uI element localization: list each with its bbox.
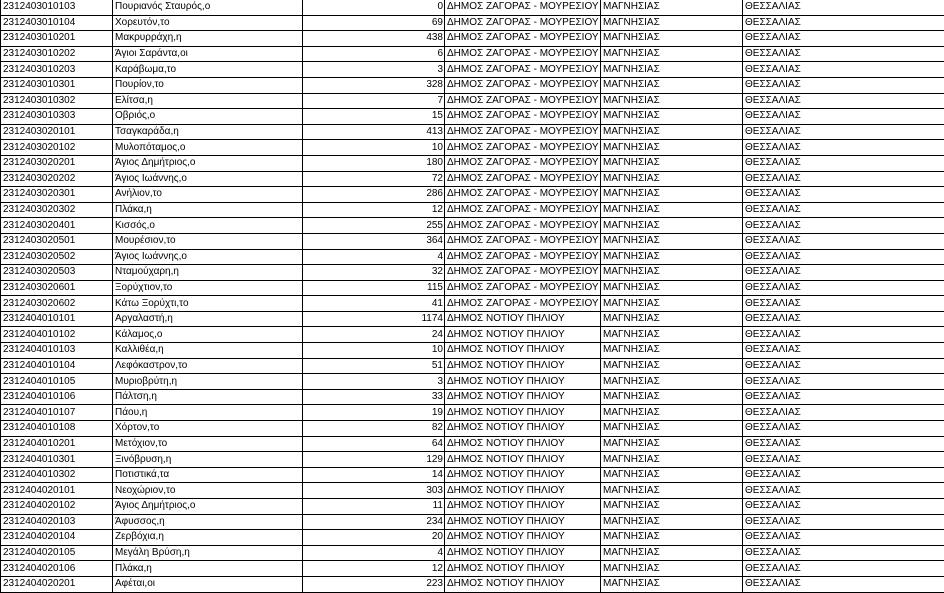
cell-population[interactable]: 11 xyxy=(303,499,445,515)
cell-code[interactable]: 2312403020101 xyxy=(1,124,113,140)
cell-prefecture[interactable]: ΜΑΓΝΗΣΙΑΣ xyxy=(601,202,743,218)
cell-region[interactable]: ΘΕΣΣΑΛΙΑΣ xyxy=(743,249,944,265)
cell-population[interactable]: 4 xyxy=(303,249,445,265)
cell-name[interactable]: Άφυσσος,η xyxy=(113,514,303,530)
cell-municipality[interactable]: ΔΗΜΟΣ ΝΟΤΙΟΥ ΠΗΛΙΟΥ xyxy=(445,545,601,561)
cell-region[interactable]: ΘΕΣΣΑΛΙΑΣ xyxy=(743,405,944,421)
cell-prefecture[interactable]: ΜΑΓΝΗΣΙΑΣ xyxy=(601,280,743,296)
cell-region[interactable]: ΘΕΣΣΑΛΙΑΣ xyxy=(743,187,944,203)
cell-municipality[interactable]: ΔΗΜΟΣ ΝΟΤΙΟΥ ΠΗΛΙΟΥ xyxy=(445,561,601,577)
cell-code[interactable]: 2312403010104 xyxy=(1,15,113,31)
cell-prefecture[interactable]: ΜΑΓΝΗΣΙΑΣ xyxy=(601,31,743,47)
cell-code[interactable]: 2312403010202 xyxy=(1,46,113,62)
cell-region[interactable]: ΘΕΣΣΑΛΙΑΣ xyxy=(743,280,944,296)
cell-region[interactable]: ΘΕΣΣΑΛΙΑΣ xyxy=(743,545,944,561)
cell-code[interactable]: 2312404010108 xyxy=(1,421,113,437)
cell-name[interactable]: Ξινόβρυση,η xyxy=(113,452,303,468)
cell-population[interactable]: 19 xyxy=(303,405,445,421)
table-row xyxy=(1,0,944,15)
cell-name[interactable]: Μουρέσιον,το xyxy=(113,233,303,249)
cell-code[interactable]: 2312404010102 xyxy=(1,327,113,343)
cell-prefecture[interactable]: ΜΑΓΝΗΣΙΑΣ xyxy=(601,389,743,405)
cell-population[interactable]: 0 xyxy=(303,0,445,15)
cell-name[interactable]: Νεοχώριον,το xyxy=(113,483,303,499)
cell-population[interactable]: 12 xyxy=(303,202,445,218)
cell-population[interactable]: 180 xyxy=(303,155,445,171)
cell-name[interactable]: Οβριός,ο xyxy=(113,109,303,125)
cell-code[interactable]: 2312403010303 xyxy=(1,109,113,125)
cell-code[interactable]: 2312403010203 xyxy=(1,62,113,78)
cell-prefecture[interactable]: ΜΑΓΝΗΣΙΑΣ xyxy=(601,483,743,499)
table-row xyxy=(1,561,944,577)
cell-municipality[interactable]: ΔΗΜΟΣ ΖΑΓΟΡΑΣ - ΜΟΥΡΕΣΙΟΥ xyxy=(445,296,601,312)
cell-name[interactable]: Μυριοβρύτη,η xyxy=(113,374,303,390)
table-row xyxy=(1,93,944,109)
table-row xyxy=(1,31,944,47)
cell-code[interactable]: 2312404020103 xyxy=(1,514,113,530)
cell-code[interactable]: 2312404010103 xyxy=(1,343,113,359)
cell-code[interactable]: 2312403020401 xyxy=(1,218,113,234)
cell-municipality[interactable]: ΔΗΜΟΣ ΖΑΓΟΡΑΣ - ΜΟΥΡΕΣΙΟΥ xyxy=(445,124,601,140)
cell-municipality[interactable]: ΔΗΜΟΣ ΝΟΤΙΟΥ ΠΗΛΙΟΥ xyxy=(445,374,601,390)
cell-name[interactable]: Πουριανός Σταυρός,ο xyxy=(113,0,303,15)
cell-population[interactable]: 32 xyxy=(303,265,445,281)
cell-population[interactable]: 6 xyxy=(303,46,445,62)
cell-code[interactable]: 2312404010104 xyxy=(1,358,113,374)
cell-municipality[interactable]: ΔΗΜΟΣ ΖΑΓΟΡΑΣ - ΜΟΥΡΕΣΙΟΥ xyxy=(445,202,601,218)
table-row xyxy=(1,249,944,265)
cell-region[interactable]: ΘΕΣΣΑΛΙΑΣ xyxy=(743,467,944,483)
cell-region[interactable]: ΘΕΣΣΑΛΙΑΣ xyxy=(743,140,944,156)
cell-prefecture[interactable]: ΜΑΓΝΗΣΙΑΣ xyxy=(601,530,743,546)
cell-municipality[interactable]: ΔΗΜΟΣ ΖΑΓΟΡΑΣ - ΜΟΥΡΕΣΙΟΥ xyxy=(445,218,601,234)
cell-population[interactable]: 10 xyxy=(303,343,445,359)
cell-municipality[interactable]: ΔΗΜΟΣ ΖΑΓΟΡΑΣ - ΜΟΥΡΕΣΙΟΥ xyxy=(445,15,601,31)
cell-region[interactable]: ΘΕΣΣΑΛΙΑΣ xyxy=(743,389,944,405)
cell-population[interactable]: 20 xyxy=(303,530,445,546)
cell-prefecture[interactable]: ΜΑΓΝΗΣΙΑΣ xyxy=(601,93,743,109)
cell-name[interactable]: Μακρυρράχη,η xyxy=(113,31,303,47)
cell-population[interactable]: 72 xyxy=(303,171,445,187)
cell-region[interactable]: ΘΕΣΣΑΛΙΑΣ xyxy=(743,62,944,78)
table-row xyxy=(1,421,944,437)
table-row xyxy=(1,140,944,156)
table-row xyxy=(1,15,944,31)
cell-code[interactable]: 2312403020502 xyxy=(1,249,113,265)
cell-code[interactable]: 2312404010105 xyxy=(1,374,113,390)
table-row xyxy=(1,389,944,405)
cell-prefecture[interactable]: ΜΑΓΝΗΣΙΑΣ xyxy=(601,265,743,281)
cell-region[interactable]: ΘΕΣΣΑΛΙΑΣ xyxy=(743,561,944,577)
cell-code[interactable]: 2312403020102 xyxy=(1,140,113,156)
cell-population[interactable]: 438 xyxy=(303,31,445,47)
cell-region[interactable]: ΘΕΣΣΑΛΙΑΣ xyxy=(743,311,944,327)
cell-code[interactable]: 2312404010201 xyxy=(1,436,113,452)
table-row xyxy=(1,327,944,343)
cell-prefecture[interactable]: ΜΑΓΝΗΣΙΑΣ xyxy=(601,327,743,343)
cell-region[interactable]: ΘΕΣΣΑΛΙΑΣ xyxy=(743,124,944,140)
cell-population[interactable]: 82 xyxy=(303,421,445,437)
cell-prefecture[interactable]: ΜΑΓΝΗΣΙΑΣ xyxy=(601,140,743,156)
table-row xyxy=(1,62,944,78)
cell-prefecture[interactable]: ΜΑΓΝΗΣΙΑΣ xyxy=(601,109,743,125)
cell-prefecture[interactable]: ΜΑΓΝΗΣΙΑΣ xyxy=(601,576,743,592)
cell-code[interactable]: 2312404020101 xyxy=(1,483,113,499)
cell-name[interactable]: Ζερβόχια,η xyxy=(113,530,303,546)
table-row xyxy=(1,109,944,125)
cell-region[interactable]: ΘΕΣΣΑΛΙΑΣ xyxy=(743,46,944,62)
cell-municipality[interactable]: ΔΗΜΟΣ ΖΑΓΟΡΑΣ - ΜΟΥΡΕΣΙΟΥ xyxy=(445,187,601,203)
cell-code[interactable]: 2312403020202 xyxy=(1,171,113,187)
cell-code[interactable]: 2312403020503 xyxy=(1,265,113,281)
cell-prefecture[interactable]: ΜΑΓΝΗΣΙΑΣ xyxy=(601,499,743,515)
cell-prefecture[interactable]: ΜΑΓΝΗΣΙΑΣ xyxy=(601,155,743,171)
cell-population[interactable]: 69 xyxy=(303,15,445,31)
cell-municipality[interactable]: ΔΗΜΟΣ ΝΟΤΙΟΥ ΠΗΛΙΟΥ xyxy=(445,530,601,546)
cell-region[interactable]: ΘΕΣΣΑΛΙΑΣ xyxy=(743,499,944,515)
cell-name[interactable]: Ποτιστικά,τα xyxy=(113,467,303,483)
cell-population[interactable]: 303 xyxy=(303,483,445,499)
cell-name[interactable]: Ελίτσα,η xyxy=(113,93,303,109)
cell-municipality[interactable]: ΔΗΜΟΣ ΝΟΤΙΟΥ ΠΗΛΙΟΥ xyxy=(445,576,601,592)
cell-population[interactable]: 1174 xyxy=(303,311,445,327)
table-row xyxy=(1,233,944,249)
table-row xyxy=(1,155,944,171)
cell-region[interactable]: ΘΕΣΣΑΛΙΑΣ xyxy=(743,109,944,125)
cell-name[interactable]: Νταμούχαρη,η xyxy=(113,265,303,281)
cell-prefecture[interactable]: ΜΑΓΝΗΣΙΑΣ xyxy=(601,405,743,421)
cell-code[interactable]: 2312404010302 xyxy=(1,467,113,483)
cell-prefecture[interactable]: ΜΑΓΝΗΣΙΑΣ xyxy=(601,233,743,249)
cell-municipality[interactable]: ΔΗΜΟΣ ΖΑΓΟΡΑΣ - ΜΟΥΡΕΣΙΟΥ xyxy=(445,62,601,78)
cell-region[interactable]: ΘΕΣΣΑΛΙΑΣ xyxy=(743,265,944,281)
cell-population[interactable]: 10 xyxy=(303,140,445,156)
cell-prefecture[interactable]: ΜΑΓΝΗΣΙΑΣ xyxy=(601,514,743,530)
cell-prefecture[interactable]: ΜΑΓΝΗΣΙΑΣ xyxy=(601,218,743,234)
cell-population[interactable]: 33 xyxy=(303,389,445,405)
cell-municipality[interactable]: ΔΗΜΟΣ ΝΟΤΙΟΥ ΠΗΛΙΟΥ xyxy=(445,514,601,530)
cell-region[interactable]: ΘΕΣΣΑΛΙΑΣ xyxy=(743,171,944,187)
cell-region[interactable]: ΘΕΣΣΑΛΙΑΣ xyxy=(743,327,944,343)
cell-prefecture[interactable]: ΜΑΓΝΗΣΙΑΣ xyxy=(601,124,743,140)
cell-code[interactable]: 2312404020102 xyxy=(1,499,113,515)
cell-code[interactable]: 2312403010301 xyxy=(1,77,113,93)
cell-municipality[interactable]: ΔΗΜΟΣ ΖΑΓΟΡΑΣ - ΜΟΥΡΕΣΙΟΥ xyxy=(445,93,601,109)
cell-name[interactable]: Πλάκα,η xyxy=(113,561,303,577)
cell-region[interactable]: ΘΕΣΣΑΛΙΑΣ xyxy=(743,155,944,171)
table-row xyxy=(1,545,944,561)
cell-region[interactable]: ΘΕΣΣΑΛΙΑΣ xyxy=(743,452,944,468)
cell-prefecture[interactable]: ΜΑΓΝΗΣΙΑΣ xyxy=(601,77,743,93)
cell-region[interactable]: ΘΕΣΣΑΛΙΑΣ xyxy=(743,358,944,374)
table-row xyxy=(1,46,944,62)
cell-name[interactable]: Μετόχιον,το xyxy=(113,436,303,452)
cell-municipality[interactable]: ΔΗΜΟΣ ΝΟΤΙΟΥ ΠΗΛΙΟΥ xyxy=(445,343,601,359)
cell-region[interactable]: ΘΕΣΣΑΛΙΑΣ xyxy=(743,93,944,109)
cell-name[interactable]: Κάτω Ξορύχτι,το xyxy=(113,296,303,312)
cell-population[interactable]: 15 xyxy=(303,109,445,125)
cell-population[interactable]: 24 xyxy=(303,327,445,343)
cell-name[interactable]: Πουρίον,το xyxy=(113,77,303,93)
cell-region[interactable]: ΘΕΣΣΑΛΙΑΣ xyxy=(743,576,944,592)
cell-name[interactable]: Ξορύχτιον,το xyxy=(113,280,303,296)
cell-region[interactable]: ΘΕΣΣΑΛΙΑΣ xyxy=(743,218,944,234)
cell-name[interactable]: Κάλαμος,ο xyxy=(113,327,303,343)
cell-name[interactable]: Άγιος Ιωάννης,ο xyxy=(113,249,303,265)
cell-name[interactable]: Καλλιθέα,η xyxy=(113,343,303,359)
cell-code[interactable]: 2312403020501 xyxy=(1,233,113,249)
cell-population[interactable]: 41 xyxy=(303,296,445,312)
cell-prefecture[interactable]: ΜΑΓΝΗΣΙΑΣ xyxy=(601,0,743,15)
cell-code[interactable]: 2312404020105 xyxy=(1,545,113,561)
cell-name[interactable]: Πάλτση,η xyxy=(113,389,303,405)
cell-municipality[interactable]: ΔΗΜΟΣ ΖΑΓΟΡΑΣ - ΜΟΥΡΕΣΙΟΥ xyxy=(445,0,601,15)
cell-code[interactable]: 2312403010201 xyxy=(1,31,113,47)
cell-prefecture[interactable]: ΜΑΓΝΗΣΙΑΣ xyxy=(601,46,743,62)
cell-municipality[interactable]: ΔΗΜΟΣ ΖΑΓΟΡΑΣ - ΜΟΥΡΕΣΙΟΥ xyxy=(445,249,601,265)
table-row xyxy=(1,514,944,530)
table-row xyxy=(1,405,944,421)
cell-prefecture[interactable]: ΜΑΓΝΗΣΙΑΣ xyxy=(601,296,743,312)
cell-region[interactable]: ΘΕΣΣΑΛΙΑΣ xyxy=(743,233,944,249)
cell-region[interactable]: ΘΕΣΣΑΛΙΑΣ xyxy=(743,202,944,218)
table-row xyxy=(1,436,944,452)
table-row xyxy=(1,171,944,187)
cell-region[interactable]: ΘΕΣΣΑΛΙΑΣ xyxy=(743,530,944,546)
cell-municipality[interactable]: ΔΗΜΟΣ ΝΟΤΙΟΥ ΠΗΛΙΟΥ xyxy=(445,327,601,343)
cell-name[interactable]: Άγιος Δημήτριος,ο xyxy=(113,499,303,515)
cell-prefecture[interactable]: ΜΑΓΝΗΣΙΑΣ xyxy=(601,187,743,203)
cell-population[interactable]: 115 xyxy=(303,280,445,296)
cell-code[interactable]: 2312404020201 xyxy=(1,576,113,592)
cell-municipality[interactable]: ΔΗΜΟΣ ΝΟΤΙΟΥ ΠΗΛΙΟΥ xyxy=(445,405,601,421)
cell-municipality[interactable]: ΔΗΜΟΣ ΝΟΤΙΟΥ ΠΗΛΙΟΥ xyxy=(445,499,601,515)
cell-municipality[interactable]: ΔΗΜΟΣ ΖΑΓΟΡΑΣ - ΜΟΥΡΕΣΙΟΥ xyxy=(445,77,601,93)
cell-code[interactable]: 2312404010301 xyxy=(1,452,113,468)
cell-code[interactable]: 2312403020301 xyxy=(1,187,113,203)
cell-code[interactable]: 2312403020201 xyxy=(1,155,113,171)
cell-population[interactable]: 286 xyxy=(303,187,445,203)
cell-name[interactable]: Πάου,η xyxy=(113,405,303,421)
cell-prefecture[interactable]: ΜΑΓΝΗΣΙΑΣ xyxy=(601,452,743,468)
table-row xyxy=(1,202,944,218)
cell-municipality[interactable]: ΔΗΜΟΣ ΝΟΤΙΟΥ ΠΗΛΙΟΥ xyxy=(445,311,601,327)
cell-population[interactable]: 4 xyxy=(303,545,445,561)
cell-municipality[interactable]: ΔΗΜΟΣ ΖΑΓΟΡΑΣ - ΜΟΥΡΕΣΙΟΥ xyxy=(445,280,601,296)
cell-population[interactable]: 14 xyxy=(303,467,445,483)
cell-prefecture[interactable]: ΜΑΓΝΗΣΙΑΣ xyxy=(601,545,743,561)
table-row xyxy=(1,265,944,281)
cell-region[interactable]: ΘΕΣΣΑΛΙΑΣ xyxy=(743,421,944,437)
cell-population[interactable]: 328 xyxy=(303,77,445,93)
cell-population[interactable]: 413 xyxy=(303,124,445,140)
table-row xyxy=(1,483,944,499)
cell-region[interactable]: ΘΕΣΣΑΛΙΑΣ xyxy=(743,483,944,499)
cell-prefecture[interactable]: ΜΑΓΝΗΣΙΑΣ xyxy=(601,15,743,31)
cell-name[interactable]: Αργαλαστή,η xyxy=(113,311,303,327)
table-row xyxy=(1,187,944,203)
cell-code[interactable]: 2312404010101 xyxy=(1,311,113,327)
cell-name[interactable]: Χορευτόν,το xyxy=(113,15,303,31)
cell-population[interactable]: 7 xyxy=(303,93,445,109)
table-row xyxy=(1,296,944,312)
cell-municipality[interactable]: ΔΗΜΟΣ ΝΟΤΙΟΥ ΠΗΛΙΟΥ xyxy=(445,467,601,483)
cell-population[interactable]: 51 xyxy=(303,358,445,374)
cell-prefecture[interactable]: ΜΑΓΝΗΣΙΑΣ xyxy=(601,561,743,577)
cell-population[interactable]: 223 xyxy=(303,576,445,592)
table-row xyxy=(1,358,944,374)
cell-region[interactable]: ΘΕΣΣΑΛΙΑΣ xyxy=(743,0,944,15)
table-row xyxy=(1,343,944,359)
cell-municipality[interactable]: ΔΗΜΟΣ ΝΟΤΙΟΥ ΠΗΛΙΟΥ xyxy=(445,389,601,405)
cell-region[interactable]: ΘΕΣΣΑΛΙΑΣ xyxy=(743,343,944,359)
cell-code[interactable]: 2312404010107 xyxy=(1,405,113,421)
cell-name[interactable]: Μυλοπόταμος,ο xyxy=(113,140,303,156)
cell-municipality[interactable]: ΔΗΜΟΣ ΖΑΓΟΡΑΣ - ΜΟΥΡΕΣΙΟΥ xyxy=(445,46,601,62)
cell-population[interactable]: 64 xyxy=(303,436,445,452)
cell-prefecture[interactable]: ΜΑΓΝΗΣΙΑΣ xyxy=(601,421,743,437)
cell-prefecture[interactable]: ΜΑΓΝΗΣΙΑΣ xyxy=(601,62,743,78)
table-row xyxy=(1,467,944,483)
cell-prefecture[interactable]: ΜΑΓΝΗΣΙΑΣ xyxy=(601,249,743,265)
table-row xyxy=(1,124,944,140)
cell-municipality[interactable]: ΔΗΜΟΣ ΖΑΓΟΡΑΣ - ΜΟΥΡΕΣΙΟΥ xyxy=(445,31,601,47)
cell-code[interactable]: 2312403010103 xyxy=(1,0,113,15)
cell-name[interactable]: Ανήλιον,το xyxy=(113,187,303,203)
table-row xyxy=(1,576,944,592)
cell-prefecture[interactable]: ΜΑΓΝΗΣΙΑΣ xyxy=(601,467,743,483)
cell-region[interactable]: ΘΕΣΣΑΛΙΑΣ xyxy=(743,374,944,390)
cell-region[interactable]: ΘΕΣΣΑΛΙΑΣ xyxy=(743,31,944,47)
cell-municipality[interactable]: ΔΗΜΟΣ ΖΑΓΟΡΑΣ - ΜΟΥΡΕΣΙΟΥ xyxy=(445,233,601,249)
cell-name[interactable]: Χόρτον,το xyxy=(113,421,303,437)
cell-municipality[interactable]: ΔΗΜΟΣ ΖΑΓΟΡΑΣ - ΜΟΥΡΕΣΙΟΥ xyxy=(445,140,601,156)
cell-population[interactable]: 234 xyxy=(303,514,445,530)
cell-name[interactable]: Μεγάλη Βρύση,η xyxy=(113,545,303,561)
cell-region[interactable]: ΘΕΣΣΑΛΙΑΣ xyxy=(743,15,944,31)
cell-population[interactable]: 129 xyxy=(303,452,445,468)
cell-municipality[interactable]: ΔΗΜΟΣ ΝΟΤΙΟΥ ΠΗΛΙΟΥ xyxy=(445,483,601,499)
cell-name[interactable]: Τσαγκαράδα,η xyxy=(113,124,303,140)
cell-name[interactable]: Καράβωμα,το xyxy=(113,62,303,78)
cell-municipality[interactable]: ΔΗΜΟΣ ΖΑΓΟΡΑΣ - ΜΟΥΡΕΣΙΟΥ xyxy=(445,109,601,125)
cell-prefecture[interactable]: ΜΑΓΝΗΣΙΑΣ xyxy=(601,436,743,452)
cell-name[interactable]: Κισσός,ο xyxy=(113,218,303,234)
cell-population[interactable]: 3 xyxy=(303,62,445,78)
table-row xyxy=(1,218,944,234)
cell-prefecture[interactable]: ΜΑΓΝΗΣΙΑΣ xyxy=(601,311,743,327)
cell-region[interactable]: ΘΕΣΣΑΛΙΑΣ xyxy=(743,514,944,530)
cell-code[interactable]: 2312403020601 xyxy=(1,280,113,296)
cell-municipality[interactable]: ΔΗΜΟΣ ΝΟΤΙΟΥ ΠΗΛΙΟΥ xyxy=(445,436,601,452)
table-row xyxy=(1,452,944,468)
table-row xyxy=(1,499,944,515)
table-row xyxy=(1,374,944,390)
table-row xyxy=(1,311,944,327)
table-row xyxy=(1,77,944,93)
cell-municipality[interactable]: ΔΗΜΟΣ ΖΑΓΟΡΑΣ - ΜΟΥΡΕΣΙΟΥ xyxy=(445,155,601,171)
cell-code[interactable]: 2312404010106 xyxy=(1,389,113,405)
cell-municipality[interactable]: ΔΗΜΟΣ ΝΟΤΙΟΥ ΠΗΛΙΟΥ xyxy=(445,358,601,374)
cell-code[interactable]: 2312404020106 xyxy=(1,561,113,577)
table-row xyxy=(1,530,944,546)
cell-name[interactable]: Άγιος Ιωάννης,ο xyxy=(113,171,303,187)
cell-municipality[interactable]: ΔΗΜΟΣ ΝΟΤΙΟΥ ΠΗΛΙΟΥ xyxy=(445,452,601,468)
cell-municipality[interactable]: ΔΗΜΟΣ ΝΟΤΙΟΥ ΠΗΛΙΟΥ xyxy=(445,421,601,437)
cell-municipality[interactable]: ΔΗΜΟΣ ΖΑΓΟΡΑΣ - ΜΟΥΡΕΣΙΟΥ xyxy=(445,265,601,281)
cell-prefecture[interactable]: ΜΑΓΝΗΣΙΑΣ xyxy=(601,358,743,374)
cell-municipality[interactable]: ΔΗΜΟΣ ΖΑΓΟΡΑΣ - ΜΟΥΡΕΣΙΟΥ xyxy=(445,171,601,187)
cell-population[interactable]: 12 xyxy=(303,561,445,577)
cell-code[interactable]: 2312403010302 xyxy=(1,93,113,109)
cell-code[interactable]: 2312403020302 xyxy=(1,202,113,218)
cell-code[interactable]: 2312403020602 xyxy=(1,296,113,312)
cell-code[interactable]: 2312404020104 xyxy=(1,530,113,546)
cell-prefecture[interactable]: ΜΑΓΝΗΣΙΑΣ xyxy=(601,343,743,359)
cell-prefecture[interactable]: ΜΑΓΝΗΣΙΑΣ xyxy=(601,374,743,390)
cell-population[interactable]: 364 xyxy=(303,233,445,249)
cell-name[interactable]: Άγιοι Σαράντα,οι xyxy=(113,46,303,62)
table-row xyxy=(1,280,944,296)
cell-name[interactable]: Πλάκα,η xyxy=(113,202,303,218)
cell-name[interactable]: Λεφόκαστρον,το xyxy=(113,358,303,374)
cell-name[interactable]: Άγιος Δημήτριος,ο xyxy=(113,155,303,171)
cell-region[interactable]: ΘΕΣΣΑΛΙΑΣ xyxy=(743,77,944,93)
cell-population[interactable]: 3 xyxy=(303,374,445,390)
table-body xyxy=(1,0,944,592)
cell-region[interactable]: ΘΕΣΣΑΛΙΑΣ xyxy=(743,296,944,312)
cell-name[interactable]: Αφέται,οι xyxy=(113,576,303,592)
cell-population[interactable]: 255 xyxy=(303,218,445,234)
cell-region[interactable]: ΘΕΣΣΑΛΙΑΣ xyxy=(743,436,944,452)
cell-prefecture[interactable]: ΜΑΓΝΗΣΙΑΣ xyxy=(601,171,743,187)
